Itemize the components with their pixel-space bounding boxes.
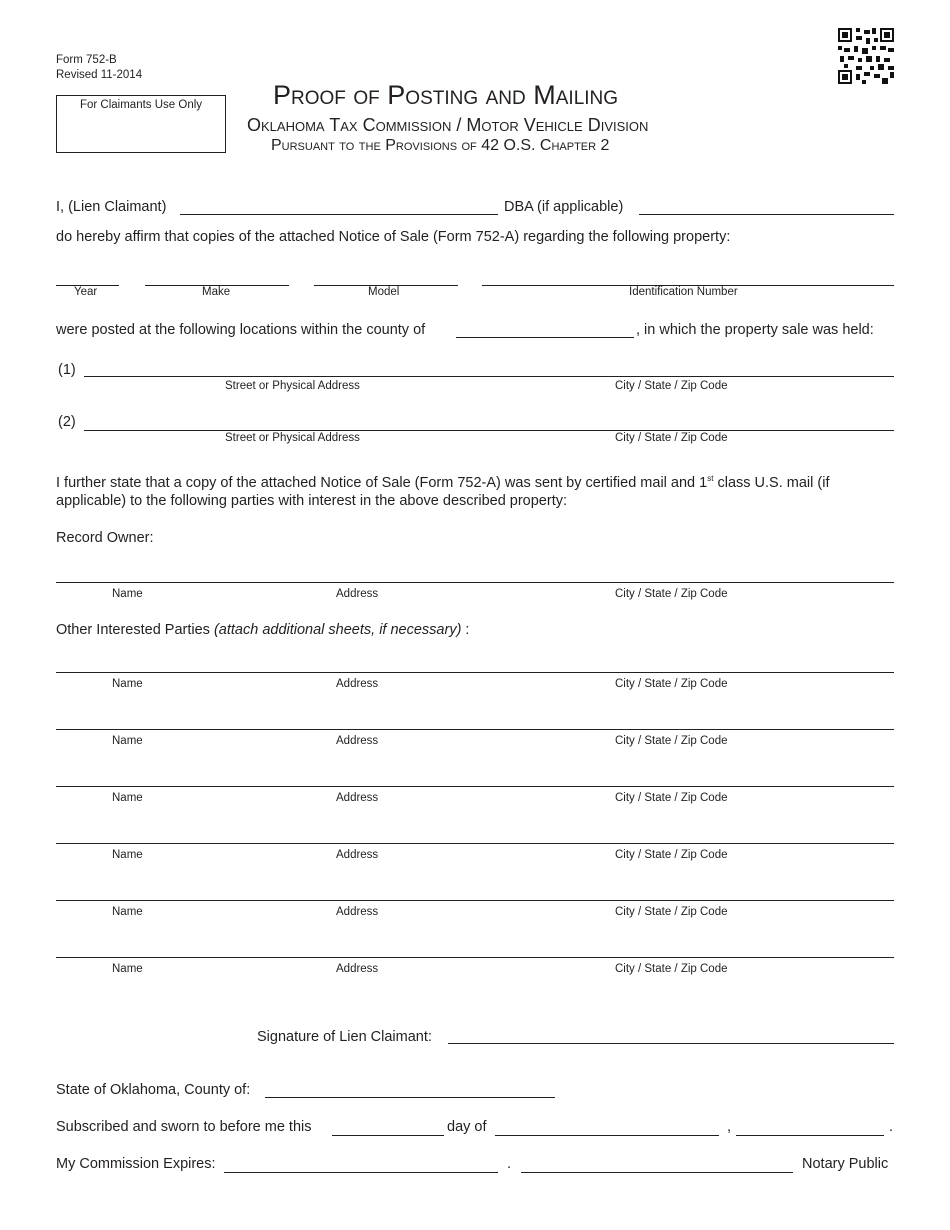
street-label: Street or Physical Address [225, 432, 360, 444]
city-state-zip-label: City / State / Zip Code [615, 906, 728, 918]
city-state-zip-label: City / State / Zip Code [615, 432, 728, 444]
county-field[interactable] [456, 337, 634, 338]
mailing-statement-line1: I further state that a copy of the attached Notice of Sale (Form 752-A) was sent by certified mail and 1st class U.S. mail (if [56, 474, 830, 491]
notary-signature-field[interactable] [521, 1172, 793, 1173]
city-state-zip-label: City / State / Zip Code [615, 849, 728, 861]
street-label: Street or Physical Address [225, 380, 360, 392]
address-label: Address [336, 792, 379, 804]
signature-label: Signature of Lien Claimant: [257, 1029, 432, 1045]
qr-code-icon [838, 28, 894, 84]
notary-public-label: Notary Public [802, 1156, 889, 1172]
form-title: Proof of Posting and Mailing [273, 80, 619, 110]
revised-date: Revised 11-2014 [56, 69, 143, 81]
form-subtitle: Oklahoma Tax Commission / Motor Vehicle Division [247, 115, 649, 135]
name-label: Name [112, 849, 143, 861]
interested-party-field[interactable] [56, 843, 894, 844]
interested-party-field[interactable] [56, 957, 894, 958]
interested-party-field[interactable] [56, 729, 894, 730]
dba-label: DBA (if applicable) [504, 199, 624, 215]
signature-field[interactable] [448, 1043, 894, 1044]
posting-text-after: , in which the property sale was held: [636, 322, 874, 338]
form-subtitle-statute: Pursuant to the Provisions of 42 O.S. Chapter 2 [271, 137, 610, 154]
record-owner-label: Record Owner: [56, 530, 154, 546]
affirm-text: do hereby affirm that copies of the attached Notice of Sale (Form 752-A) regarding the following property: [56, 229, 731, 245]
other-parties-label: Other Interested Parties (attach additional sheets, if necessary) : [56, 622, 470, 638]
model-label: Model [368, 286, 400, 298]
city-state-zip-label: City / State / Zip Code [615, 792, 728, 804]
location-2-field[interactable] [84, 430, 894, 431]
name-label: Name [112, 588, 143, 600]
form-number: Form 752-B [56, 54, 117, 66]
period-separator: . [889, 1119, 894, 1135]
interested-party-field[interactable] [56, 672, 894, 673]
state-county-label: State of Oklahoma, County of: [56, 1082, 251, 1098]
mailing-statement-line2: applicable) to the following parties with interest in the above described property: [56, 493, 568, 509]
county-of-field[interactable] [265, 1097, 555, 1098]
location-1-field[interactable] [84, 376, 894, 377]
name-label: Name [112, 906, 143, 918]
sworn-year-field[interactable] [736, 1135, 884, 1136]
name-label: Name [112, 792, 143, 804]
make-label: Make [202, 286, 231, 298]
sworn-day-field[interactable] [332, 1135, 444, 1136]
posting-text-before: were posted at the following locations within the county of [56, 322, 426, 338]
city-state-zip-label: City / State / Zip Code [615, 678, 728, 690]
commission-expires-field[interactable] [224, 1172, 498, 1173]
interested-party-field[interactable] [56, 900, 894, 901]
year-label: Year [74, 286, 98, 298]
claimants-use-box [56, 95, 226, 153]
record-owner-field[interactable] [56, 582, 894, 583]
name-label: Name [112, 735, 143, 747]
name-label: Name [112, 678, 143, 690]
dba-field[interactable] [639, 214, 894, 215]
sworn-month-field[interactable] [495, 1135, 719, 1136]
address-label: Address [336, 735, 379, 747]
lien-claimant-field[interactable] [180, 214, 498, 215]
name-label: Name [112, 963, 143, 975]
day-of-label: day of [447, 1119, 487, 1135]
address-label: Address [336, 588, 379, 600]
comma-separator: , [727, 1119, 732, 1135]
location-number: (1) [58, 362, 76, 378]
interested-party-field[interactable] [56, 786, 894, 787]
commission-expires-label: My Commission Expires: [56, 1156, 216, 1172]
claimants-use-label: For Claimants Use Only [79, 99, 203, 111]
address-label: Address [336, 963, 379, 975]
city-state-zip-label: City / State / Zip Code [615, 588, 728, 600]
address-label: Address [336, 906, 379, 918]
location-number: (2) [58, 414, 76, 430]
sworn-label: Subscribed and sworn to before me this [56, 1119, 312, 1135]
id-number-label: Identification Number [629, 286, 738, 298]
city-state-zip-label: City / State / Zip Code [615, 735, 728, 747]
lien-claimant-label: I, (Lien Claimant) [56, 199, 167, 215]
address-label: Address [336, 849, 379, 861]
period-separator: . [507, 1156, 512, 1172]
city-state-zip-label: City / State / Zip Code [615, 380, 728, 392]
address-label: Address [336, 678, 379, 690]
city-state-zip-label: City / State / Zip Code [615, 963, 728, 975]
